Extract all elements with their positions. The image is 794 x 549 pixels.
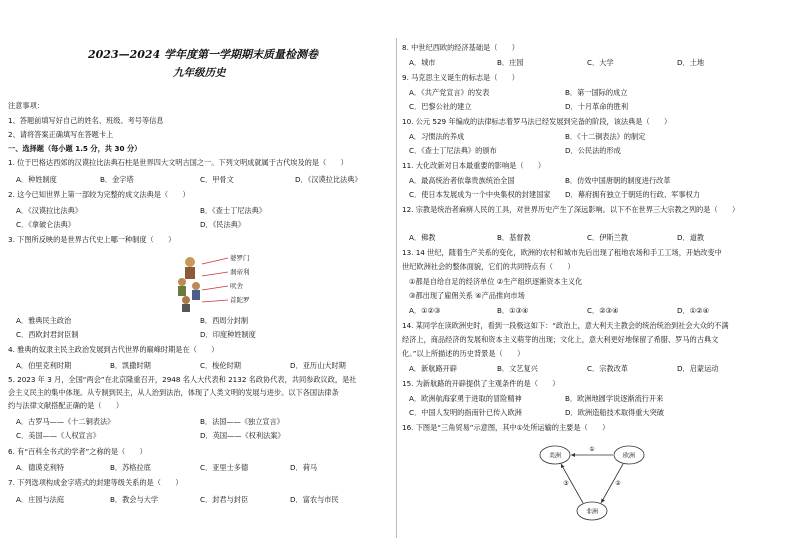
option-c: C．美国——《人权宣言》	[16, 431, 101, 440]
option-c: C．使日本发展成为一个中央集权的封建国家	[409, 190, 551, 199]
question-stem: 2. 这今已知世界上第一部较为完整的成文法典是（ ）	[8, 190, 190, 199]
option-a: A．最高统治者依靠贵族统治全国	[409, 176, 515, 185]
option-c: C．宗教改革	[587, 364, 628, 373]
option-b: B．①③④	[497, 306, 529, 315]
option-d: D．印度种姓制度	[200, 330, 256, 339]
option-a: A．雅典民主政治	[16, 316, 72, 325]
question-stem: 5. 2023 年 3 月，全国“两会”在北京隆重召开，2948 名人大代表和 2132 名政协代表，共同参政议政，是社	[8, 375, 357, 384]
option-c: C．亚里士多德	[200, 463, 249, 472]
question-stem: 1. 位于巴格达西郊的汉谟拉比法典石柱是世界四大文明古国之一。下列文明成就属于古代埃及的是（ ）	[8, 158, 348, 167]
question-stem: 9. 马克思主义诞生的标志是（ ）	[402, 73, 519, 82]
caste-label-brahmin: 婆罗门	[230, 254, 250, 262]
option-a: A．伯里克利时期	[16, 361, 72, 370]
option-d: D．亚历山大时期	[290, 361, 346, 370]
option-b: B．庄园	[497, 58, 524, 67]
option-b: B．第一国际的成立	[565, 88, 628, 97]
question-stem: 世纪欧洲社会的整体面貌，它们的共同特点有（ ）	[402, 262, 575, 271]
exam-title: 2023—2024 学年度第一学期期末质量检测卷	[88, 48, 319, 61]
triangle-trade-diagram	[537, 437, 647, 527]
option-d: D．十月革命的胜利	[565, 102, 629, 111]
option-d: D．英国——《权利法案》	[200, 431, 285, 440]
option-c: C．封君与封臣	[200, 495, 249, 504]
route-marker-2: ②	[615, 480, 621, 487]
label-america: 美洲	[548, 452, 562, 460]
caste-label-vaishya: 吠舍	[230, 282, 243, 290]
question-stem: 7. 下列选项构成金字塔式的封建等级关系的是（ ）	[8, 478, 183, 487]
option-b: B．文艺复兴	[497, 364, 538, 373]
option-a: A．德谟克利特	[16, 463, 65, 472]
option-b: B．苏格拉底	[110, 463, 151, 472]
question-stem: 13. 14 世纪，随着生产关系的变化，欧洲的农村和城市先后出现了租地农场和手工工场，开始改变中	[402, 248, 722, 257]
option-d: D．土地	[677, 58, 705, 67]
option-a: A．欧洲航海家勇于进取的冒险精神	[409, 394, 522, 403]
caste-label-kshatriya: 刹帝利	[230, 268, 250, 276]
question-stem: 经济上，商品经济的发展和资本主义萌芽的出现；文化上，意大利更好地保留了希腊、罗马的古典文	[402, 335, 719, 344]
option-b: B．西周分封制	[200, 316, 249, 325]
option-a: A．城市	[409, 58, 436, 67]
option-c: C．②③④	[587, 306, 619, 315]
option-c: C．中国人发明的指南针已传入欧洲	[409, 408, 522, 417]
section-heading: 一、选择题（每小题 1.5 分，共 30 分）	[8, 144, 142, 153]
option-a: A．庄园与法庭	[16, 495, 65, 504]
exam-subtitle: 九年级历史	[173, 67, 226, 79]
question-stem: 10. 公元 529 年编成的法律标志着罗马法已经发展到完备的阶段，该法典是（ ）	[402, 117, 672, 126]
option-b: B．教会与大学	[110, 495, 159, 504]
question-stem: 14. 某同学在读欧洲史时，看到一段极这如下：“政治上，意大利天主教会的统治统治到社会大众的不满	[402, 321, 729, 330]
option-c: C．梭伦时期	[200, 361, 241, 370]
option-d: D．幕府拥有独立于朝廷的行政、军事权力	[565, 190, 700, 199]
label-africa: 非洲	[585, 508, 599, 516]
option-a: A．《汉谟拉比法典》	[16, 206, 83, 215]
question-stem: 4. 雅典的奴隶主民主政治发展到古代世界的巅峰时期是在（ ）	[8, 345, 219, 354]
question-stem: 12. 宗教是统治者麻痹人民的工具，对世界历史产生了深远影响。以下不在世界三大宗教之列的是（ ）	[402, 205, 740, 214]
note-item: 2、请将答案正确填写在答题卡上	[8, 130, 114, 139]
option-c: C．《拿破仑法典》	[16, 220, 75, 229]
question-stem: 3. 下图所反映的是世界古代史上哪一种制度（ ）	[8, 235, 176, 244]
option-d: D．道教	[677, 233, 705, 242]
option-d: D．①②④	[677, 306, 710, 315]
option-a: A．种姓制度	[16, 175, 57, 184]
option-d: D．《汉谟拉比法典》	[295, 175, 362, 184]
option-d: D．公民法的形成	[565, 146, 621, 155]
label-europe: 欧洲	[622, 452, 636, 460]
option-b: B．《十二铜表法》的制定	[565, 132, 646, 141]
caste-label-shudra: 首陀罗	[230, 296, 250, 304]
note-item: 1、答题前填写好自己的姓名、班级、考号等信息	[8, 116, 164, 125]
option-d: D．富农与市民	[290, 495, 339, 504]
option-b: B．法国——《独立宣言》	[200, 417, 284, 426]
statement-line: ③都出现了雇佣关系 ④产品推向市场	[409, 291, 525, 300]
question-stem: 会主义民主的集中体现。从专制到民主，从人治到法治，体现了人类文明的发展与进步。以下各国法律条	[8, 388, 339, 397]
caste-pyramid-image	[170, 250, 260, 312]
option-d: D．《民法典》	[200, 220, 246, 229]
option-c: C．西欧封君封臣制	[16, 330, 79, 339]
option-a: A．佛教	[409, 233, 436, 242]
option-a: A．古罗马——《十二铜表法》	[16, 417, 115, 426]
question-stem: 约与法律文献搭配正确的是（ ）	[8, 401, 124, 410]
question-stem: 16. 下图是“三角贸易”示意图，其中①处所运输的主要是（ ）	[402, 423, 610, 432]
option-a: A．习惯法的养成	[409, 132, 465, 141]
option-d: D．欧洲造船技术取得重大突破	[565, 408, 664, 417]
option-c: C．《查士丁尼法典》的颁布	[409, 146, 497, 155]
question-stem: 化。”以上所描述的历史背景是（ ）	[402, 349, 525, 358]
option-b: B．仿效中国唐朝的制度进行改革	[565, 176, 671, 185]
notes-heading: 注意事项：	[8, 101, 44, 110]
route-marker-3: ③	[563, 480, 569, 487]
option-a: A．①②③	[409, 306, 441, 315]
option-c: C．伊斯兰教	[587, 233, 628, 242]
route-marker-1: ①	[589, 446, 595, 453]
option-b: B．凯撒时期	[110, 361, 151, 370]
option-c: C．大学	[587, 58, 614, 67]
question-stem: 6. 有“百科全书式的学者”之称的是（ ）	[8, 447, 147, 456]
option-b: B．欧洲地圆学说逐渐流行开来	[565, 394, 664, 403]
option-a: A．新航路开辟	[409, 364, 458, 373]
option-c: C．巴黎公社的建立	[409, 102, 472, 111]
option-b: B．《查士丁尼法典》	[200, 206, 267, 215]
option-b: B．金字塔	[100, 175, 134, 184]
column-divider	[396, 38, 397, 538]
option-b: B．基督教	[497, 233, 531, 242]
question-stem: 8. 中世纪西欧的经济基础是（ ）	[402, 43, 519, 52]
statement-line: ①都是自给自足的经济单位 ②生产组织逐渐资本主义化	[409, 277, 583, 286]
option-d: D．荷马	[290, 463, 318, 472]
question-stem: 11. 大化改新对日本最重要的影响是（ ）	[402, 161, 546, 170]
option-c: C．甲骨文	[200, 175, 234, 184]
question-stem: 15. 为新航路的开辟提供了主观条件的是（ ）	[402, 379, 560, 388]
option-d: D．启蒙运动	[677, 364, 719, 373]
option-a: A．《共产党宣言》的发表	[409, 88, 490, 97]
